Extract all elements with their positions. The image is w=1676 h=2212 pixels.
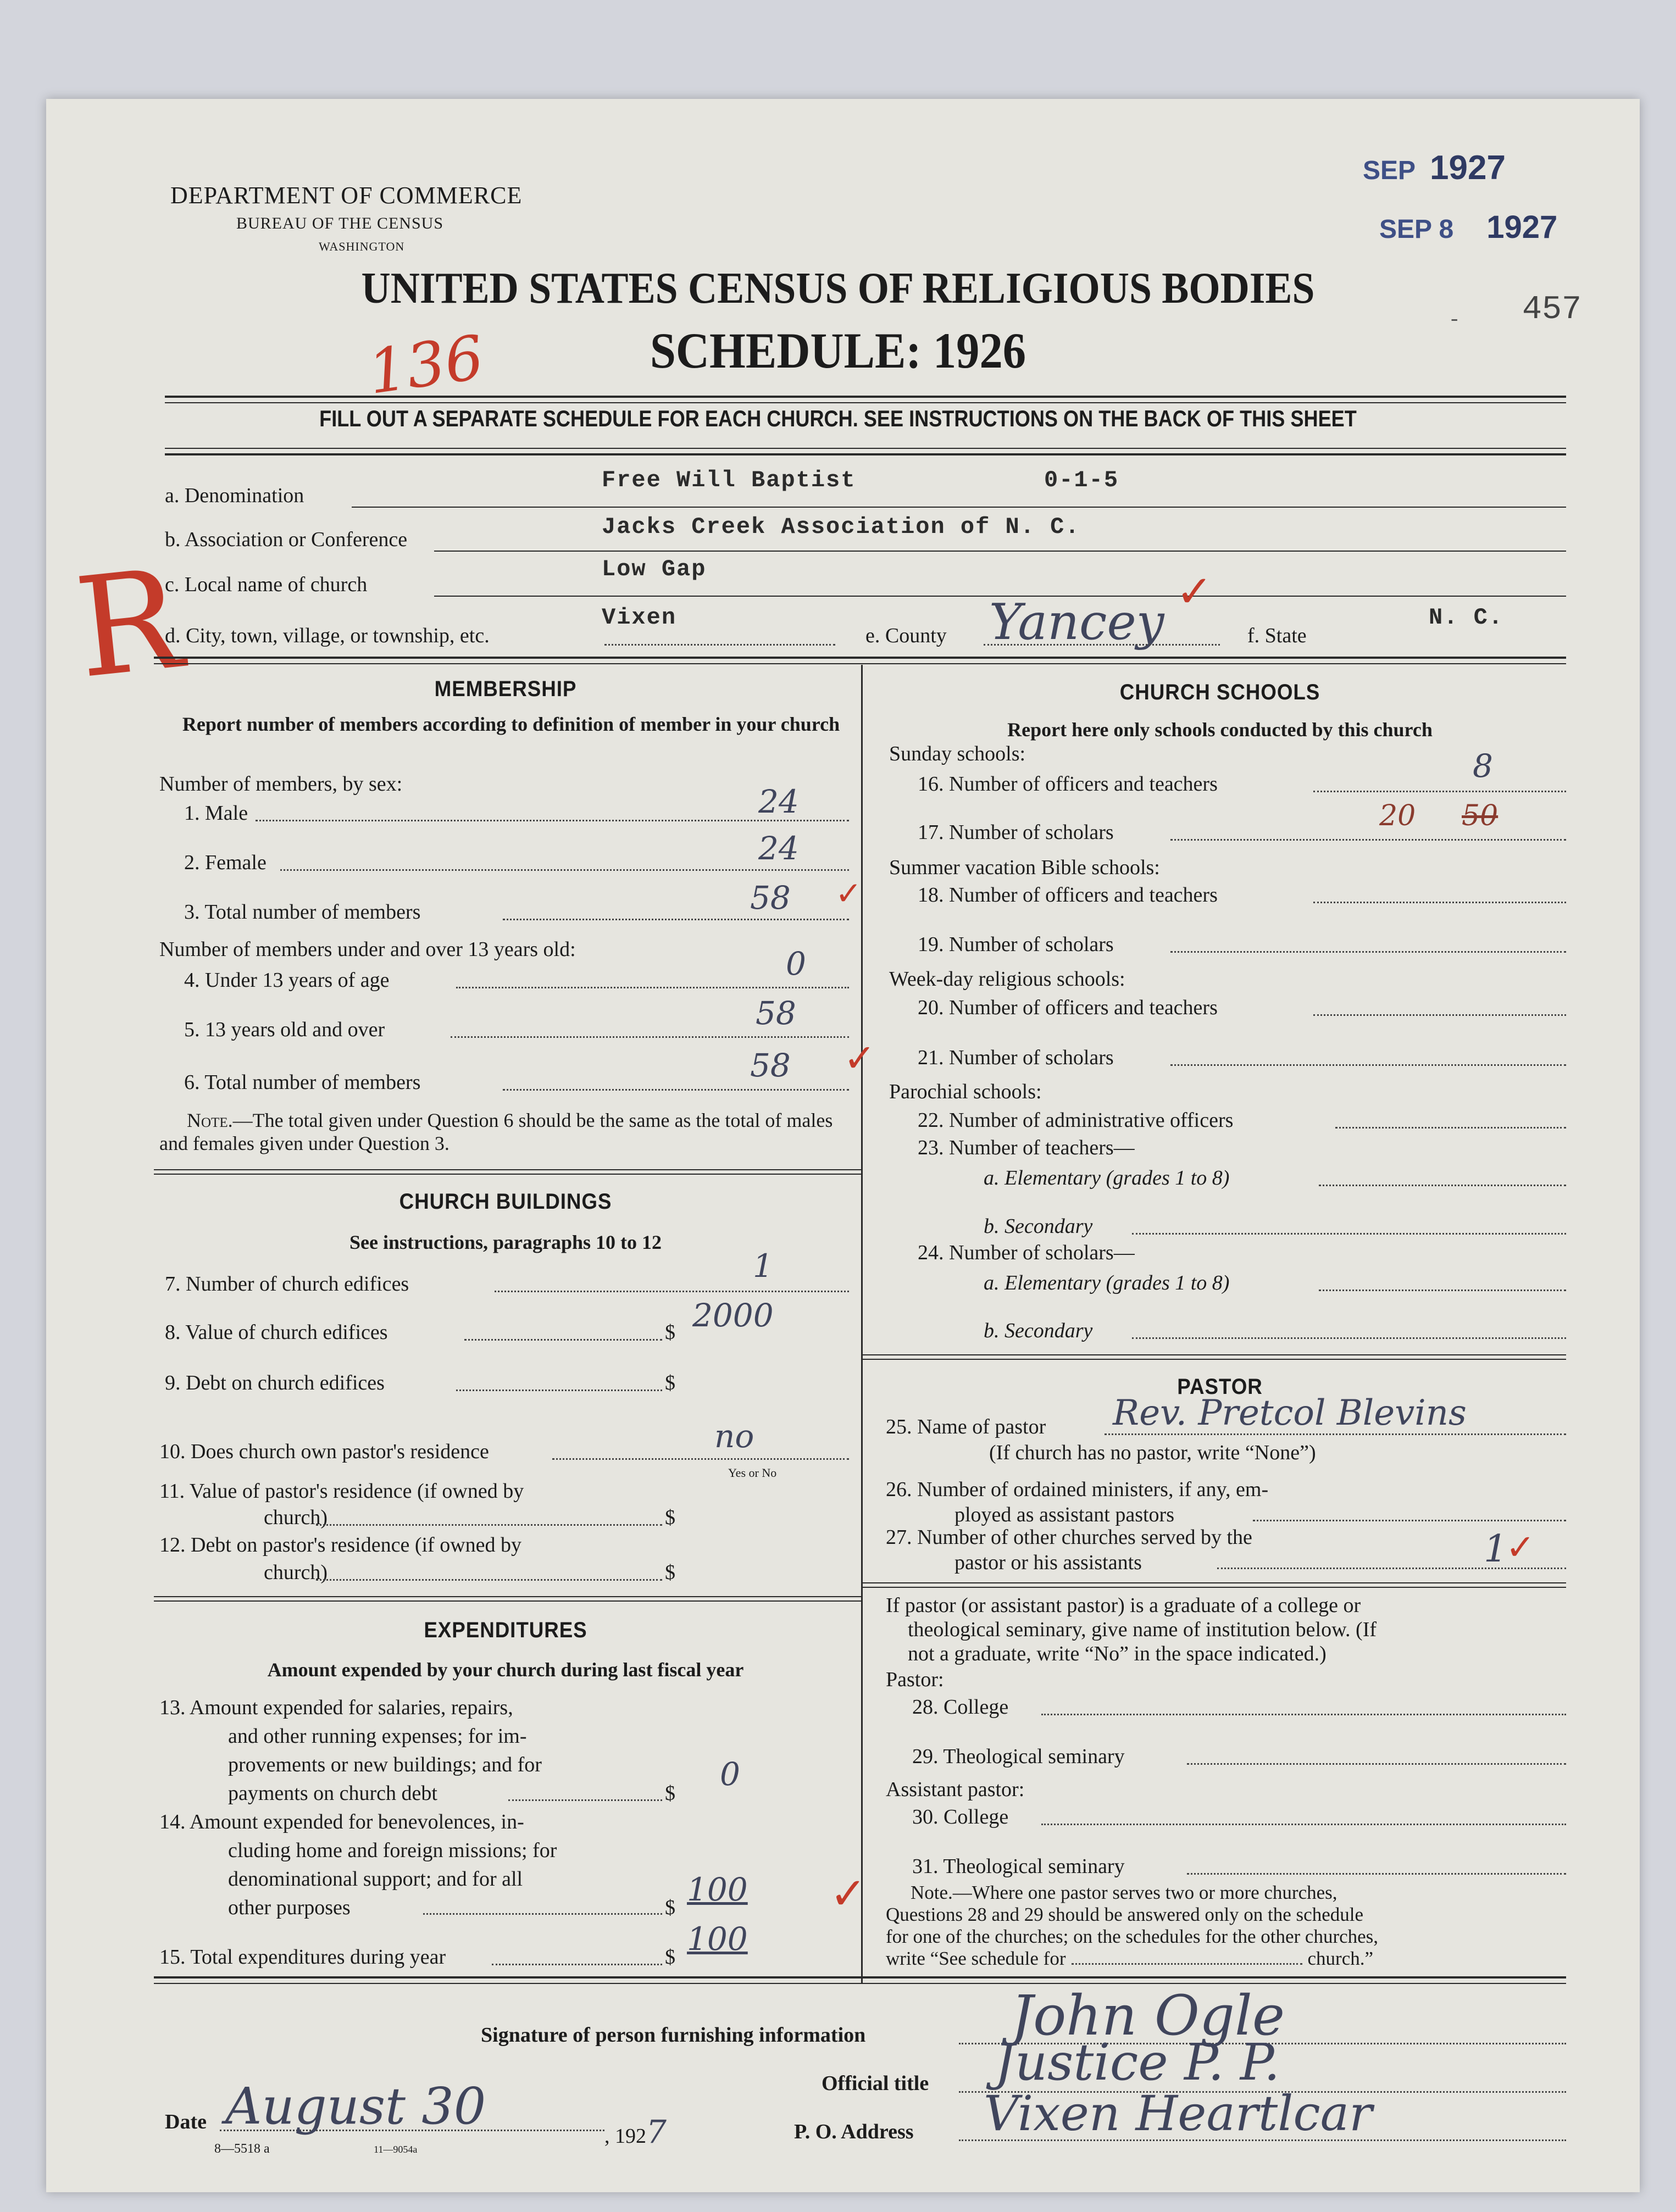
sunday-officers-label: 16. Number of officers and teachers	[918, 772, 1218, 796]
other-churches-value[interactable]: 1	[1484, 1527, 1508, 1571]
graduate-instructions: If pastor (or assistant pastor) is a graduate of a college or theological seminary, give name of institution below. (If not a graduate, write “No” in the space indicated.)	[886, 1594, 1377, 1665]
assistant-seminary-label: 31. Theological seminary	[912, 1855, 1125, 1878]
residence-debt-label-2: church)	[264, 1561, 328, 1584]
scholars-secondary-label: b. Secondary	[984, 1319, 1093, 1342]
print-code: 11—9054a	[374, 2144, 418, 2155]
pastor-name-label: 25. Name of pastor	[886, 1415, 1046, 1438]
red-pencil-number: 136	[364, 322, 488, 408]
association-value[interactable]: Jacks Creek Association of N. C.	[602, 514, 1080, 540]
pastor-subheading: Pastor:	[886, 1668, 944, 1691]
county-value[interactable]: Yancey	[989, 593, 1164, 651]
signature-value[interactable]: John Ogle	[1011, 1983, 1285, 2048]
members-by-sex-label: Number of members, by sex:	[159, 772, 403, 796]
dollar-sign: $	[665, 1782, 675, 1805]
department-name: DEPARTMENT OF COMMERCE	[170, 182, 523, 209]
denomination-value[interactable]: Free Will Baptist	[602, 467, 856, 493]
instructions-banner: FILL OUT A SEPARATE SCHEDULE FOR EACH CHURCH. SEE INSTRUCTIONS ON THE BACK OF THIS SHEET	[319, 405, 1357, 431]
form-code: 8—5518 a	[214, 2142, 270, 2156]
schools-intro: Report here only schools conducted by this church	[1007, 719, 1433, 741]
scholars-elementary-label: a. Elementary (grades 1 to 8)	[984, 1271, 1230, 1294]
total-members-value[interactable]: 58	[750, 879, 791, 916]
buildings-intro: See instructions, paragraphs 10 to 12	[349, 1231, 662, 1253]
edifices-label: 7. Number of church edifices	[165, 1272, 409, 1296]
membership-heading: MEMBERSHIP	[434, 677, 577, 701]
female-value[interactable]: 24	[758, 830, 799, 867]
summer-schools-label: Summer vacation Bible schools:	[889, 856, 1160, 879]
parochial-scholars-label: 24. Number of scholars—	[918, 1241, 1135, 1264]
edifice-debt-label: 9. Debt on church edifices	[165, 1371, 385, 1394]
year-label: , 1927	[604, 2113, 667, 2150]
red-check-mark: ✓	[835, 875, 862, 912]
received-stamp-2: SEP 8 1927	[1379, 209, 1558, 245]
pastor-note: Note.—Where one pastor serves two or more churches, Questions 28 and 29 should be answered only on the schedule for one of the churches; on the schedules for the other churches, write “See schedule for church.”	[886, 1882, 1379, 1969]
total-expenditures-label: 15. Total expenditures during year	[159, 1946, 446, 1969]
weekday-schools-label: Week-day religious schools:	[889, 968, 1125, 991]
denomination-label: a. Denomination	[165, 484, 304, 507]
pastor-seminary-label: 29. Theological seminary	[912, 1745, 1125, 1768]
dollar-sign: $	[665, 1561, 675, 1584]
total-members-label-2: 6. Total number of members	[184, 1071, 421, 1094]
female-label: 2. Female	[184, 851, 267, 874]
red-check-mark: ✓	[1176, 566, 1213, 617]
membership-note: Note.—The total given under Question 6 should be the same as the total of males and females given under Question 3.	[159, 1109, 833, 1154]
parochial-schools-label: Parochial schools:	[889, 1080, 1042, 1103]
weekday-scholars-label: 21. Number of scholars	[918, 1046, 1114, 1069]
schools-heading: CHURCH SCHOOLS	[1119, 680, 1320, 704]
dollar-sign: $	[665, 1946, 675, 1969]
sunday-officers-value[interactable]: 8	[1473, 747, 1493, 785]
residence-value-label: 11. Value of pastor's residence (if owned by	[159, 1480, 524, 1503]
parochial-officers-label: 22. Number of administrative officers	[918, 1109, 1234, 1132]
schedule-title: SCHEDULE: 1926	[650, 323, 1026, 379]
sunday-scholars-value[interactable]: 20	[1379, 799, 1416, 832]
pastor-college-label: 28. College	[912, 1696, 1009, 1719]
male-label: 1. Male	[184, 802, 248, 825]
city-name: WASHINGTON	[319, 240, 405, 253]
parochial-teachers-label: 23. Number of teachers—	[918, 1136, 1135, 1159]
sunday-scholars-struck: 50	[1462, 799, 1499, 832]
total-members-label: 3. Total number of members	[184, 901, 421, 924]
running-expenses-value[interactable]: 0	[720, 1755, 740, 1793]
po-address-label: P. O. Address	[794, 2120, 914, 2143]
under-13-label: 4. Under 13 years of age	[184, 969, 390, 992]
red-pencil-letter: R	[69, 538, 188, 709]
over-13-label: 5. 13 years old and over	[184, 1018, 385, 1041]
assistant-ministers-label: 26. Number of ordained ministers, if any, em- ployed as assistant pastors	[886, 1478, 1269, 1526]
dollar-sign: $	[665, 1506, 675, 1529]
red-check-mark: ✓	[830, 1868, 867, 1919]
yes-or-no-hint: Yes or No	[728, 1466, 777, 1480]
dollar-sign: $	[665, 1321, 675, 1344]
form-title: UNITED STATES CENSUS OF RELIGIOUS BODIES	[361, 264, 1315, 313]
under-13-value[interactable]: 0	[786, 945, 806, 982]
edifices-value[interactable]: 1	[753, 1247, 773, 1285]
official-title-label: Official title	[822, 2072, 929, 2095]
state-label: f. State	[1247, 624, 1307, 647]
bureau-name: BUREAU OF THE CENSUS	[236, 214, 443, 232]
summer-scholars-label: 19. Number of scholars	[918, 933, 1114, 956]
dollar-sign: $	[665, 1896, 675, 1919]
pastor-name-value[interactable]: Rev. Pretcol Blevins	[1113, 1393, 1467, 1433]
red-check-mark: ✓	[1506, 1527, 1535, 1568]
membership-intro: Report number of members according to definition of member in your church	[182, 713, 840, 735]
city-value[interactable]: Vixen	[602, 604, 677, 631]
running-expenses-label: 13. Amount expended for salaries, repairs, and other running expenses; for im- provements or new buildings; and for payments on church debt	[159, 1696, 542, 1805]
benevolences-value[interactable]: 100	[687, 1871, 748, 1908]
city-label: d. City, town, village, or township, etc.	[165, 624, 490, 647]
male-value[interactable]: 24	[758, 783, 799, 820]
summer-officers-label: 18. Number of officers and teachers	[918, 883, 1218, 907]
age-heading: Number of members under and over 13 years old:	[159, 938, 576, 961]
signature-label: Signature of person furnishing information	[481, 2024, 866, 2047]
state-value[interactable]: N. C.	[1429, 604, 1504, 631]
received-stamp-1: SEP 1927	[1363, 149, 1506, 187]
po-address-value[interactable]: Vixen Heartlcar	[984, 2085, 1373, 2142]
edifice-value-value[interactable]: 2000	[692, 1297, 774, 1334]
dash-mark: -	[1451, 305, 1458, 330]
date-value[interactable]: August 30	[225, 2077, 486, 2136]
residence-debt-label: 12. Debt on pastor's residence (if owned by	[159, 1533, 522, 1557]
total-members-value-2[interactable]: 58	[750, 1047, 791, 1084]
owns-residence-value[interactable]: no	[714, 1418, 754, 1455]
date-label: Date	[165, 2110, 207, 2133]
teachers-elementary-label: a. Elementary (grades 1 to 8)	[984, 1166, 1230, 1190]
county-label: e. County	[865, 624, 947, 647]
owns-residence-label: 10. Does church own pastor's residence	[159, 1440, 489, 1463]
denomination-code: 0-1-5	[1044, 467, 1119, 493]
edifice-value-label: 8. Value of church edifices	[165, 1321, 388, 1344]
assistant-pastor-subheading: Assistant pastor:	[886, 1778, 1025, 1801]
buildings-heading: CHURCH BUILDINGS	[399, 1190, 612, 1214]
total-expenditures-value[interactable]: 100	[687, 1920, 748, 1958]
teachers-secondary-label: b. Secondary	[984, 1215, 1093, 1238]
residence-value-label-2: church)	[264, 1506, 328, 1529]
weekday-officers-label: 20. Number of officers and teachers	[918, 996, 1218, 1019]
over-13-value[interactable]: 58	[756, 994, 796, 1032]
schedule-number-stamp: 457	[1522, 291, 1582, 329]
expenditures-intro: Amount expended by your church during last fiscal year	[267, 1659, 744, 1681]
expenditures-heading: EXPENDITURES	[424, 1618, 587, 1642]
other-churches-label: 27. Number of other churches served by the pastor or his assistants	[886, 1526, 1252, 1574]
official-title-value[interactable]: Justice P. P.	[995, 2033, 1280, 2092]
sunday-schools-label: Sunday schools:	[889, 742, 1026, 765]
benevolences-label: 14. Amount expended for benevolences, in- cluding home and foreign missions; for denominational support; and for all other purposes	[159, 1810, 557, 1919]
local-name-value[interactable]: Low Gap	[602, 556, 707, 582]
red-check-mark: ✓	[843, 1036, 876, 1081]
local-name-label: c. Local name of church	[165, 573, 368, 596]
assistant-college-label: 30. College	[912, 1805, 1009, 1828]
pastor-name-hint: (If church has no pastor, write “None”)	[989, 1441, 1316, 1464]
dollar-sign: $	[665, 1371, 675, 1394]
sunday-scholars-label: 17. Number of scholars	[918, 821, 1114, 844]
pastor-heading: PASTOR	[1177, 1375, 1263, 1399]
association-label: b. Association or Conference	[165, 528, 408, 551]
